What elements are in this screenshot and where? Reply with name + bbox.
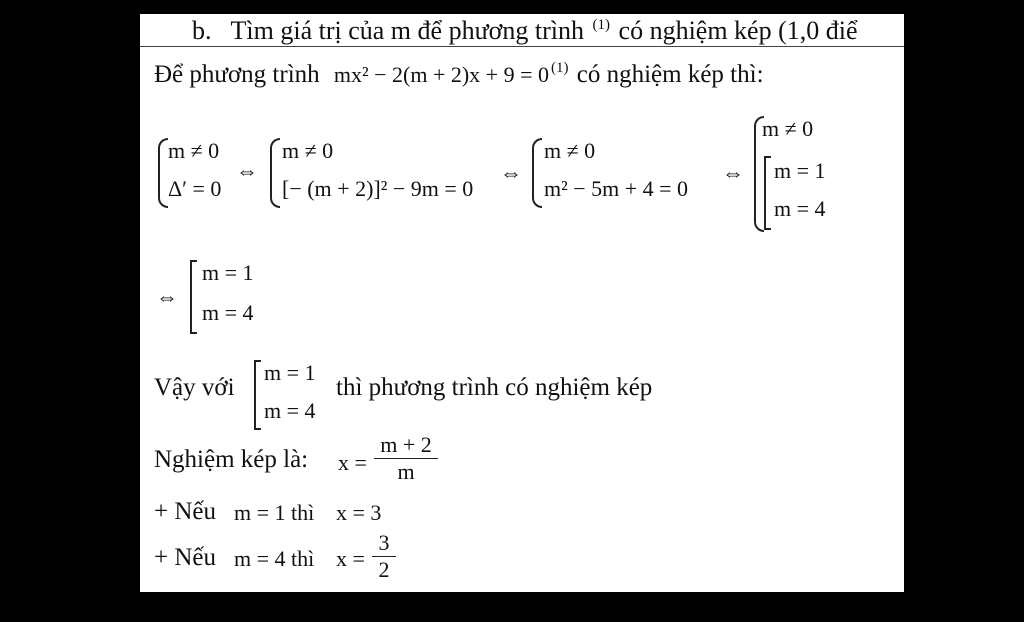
system3-line1: m ≠ 0 (544, 138, 596, 163)
question-part: b. (192, 16, 212, 45)
system2-line2: [− (m + 2)]² − 9m = 0 (282, 176, 474, 201)
intro-ref: (1) (551, 60, 569, 76)
case2-condition: m = 4 thì (234, 546, 315, 571)
system4-sub2: m = 4 (774, 196, 826, 221)
result-line1: m = 1 (202, 260, 254, 285)
double-root-denominator: m (374, 458, 438, 485)
double-root-label: Nghiệm kép là: (154, 446, 309, 473)
system4-line1: m ≠ 0 (762, 116, 814, 141)
case1-prefix: + Nếu (154, 498, 216, 525)
double-root-numerator: m + 2 (380, 432, 432, 457)
system1-brace (158, 138, 168, 208)
equiv-arrow-2: ⇔ (500, 160, 522, 185)
system1-line2: Δ′ = 0 (168, 176, 222, 201)
double-root-fraction (374, 432, 438, 485)
case2-denominator: 2 (372, 556, 396, 583)
case2-prefix: + Nếu (154, 544, 216, 571)
system3-brace (532, 138, 542, 208)
case1-condition: m = 1 thì (234, 500, 315, 525)
system4-bracket (764, 156, 771, 230)
intro-line (154, 60, 764, 89)
intro-tail: có nghiệm kép thì: (576, 61, 764, 88)
result-bracket (190, 260, 197, 334)
system1-line1: m ≠ 0 (168, 138, 220, 163)
question-prefix: Tìm giá trị của m để phương trình (230, 16, 585, 45)
system4-sub1: m = 1 (774, 158, 826, 183)
case2-numerator: 3 (378, 530, 390, 555)
system2-brace (270, 138, 280, 208)
equiv-arrow-4: ⇔ (156, 284, 178, 309)
case1-result: x = 3 (336, 500, 382, 525)
conclusion-line2: m = 4 (264, 398, 316, 423)
header-row (140, 14, 904, 47)
equiv-arrow-3: ⇔ (722, 160, 744, 185)
conclusion-prefix: Vậy với (154, 374, 235, 401)
system2-line1: m ≠ 0 (282, 138, 334, 163)
conclusion-line1: m = 1 (264, 360, 316, 385)
question-suffix: có nghiệm kép (1,0 điể (618, 16, 858, 45)
system3-line2: m² − 5m + 4 = 0 (544, 176, 689, 201)
intro-equation: mx² − 2(m + 2)x + 9 = 0 (333, 62, 549, 87)
result-line2: m = 4 (202, 300, 254, 325)
case2-fraction (372, 530, 396, 583)
question-heading (192, 16, 858, 46)
document-page (140, 14, 904, 592)
case2-lhs: x = (336, 546, 365, 571)
intro-text: Để phương trình (154, 61, 320, 88)
equiv-arrow-1: ⇔ (236, 158, 258, 183)
conclusion-suffix: thì phương trình có nghiệm kép (336, 374, 653, 401)
question-ref: (1) (592, 17, 611, 33)
conclusion-bracket (254, 360, 261, 430)
double-root-lhs: x = (338, 450, 367, 475)
